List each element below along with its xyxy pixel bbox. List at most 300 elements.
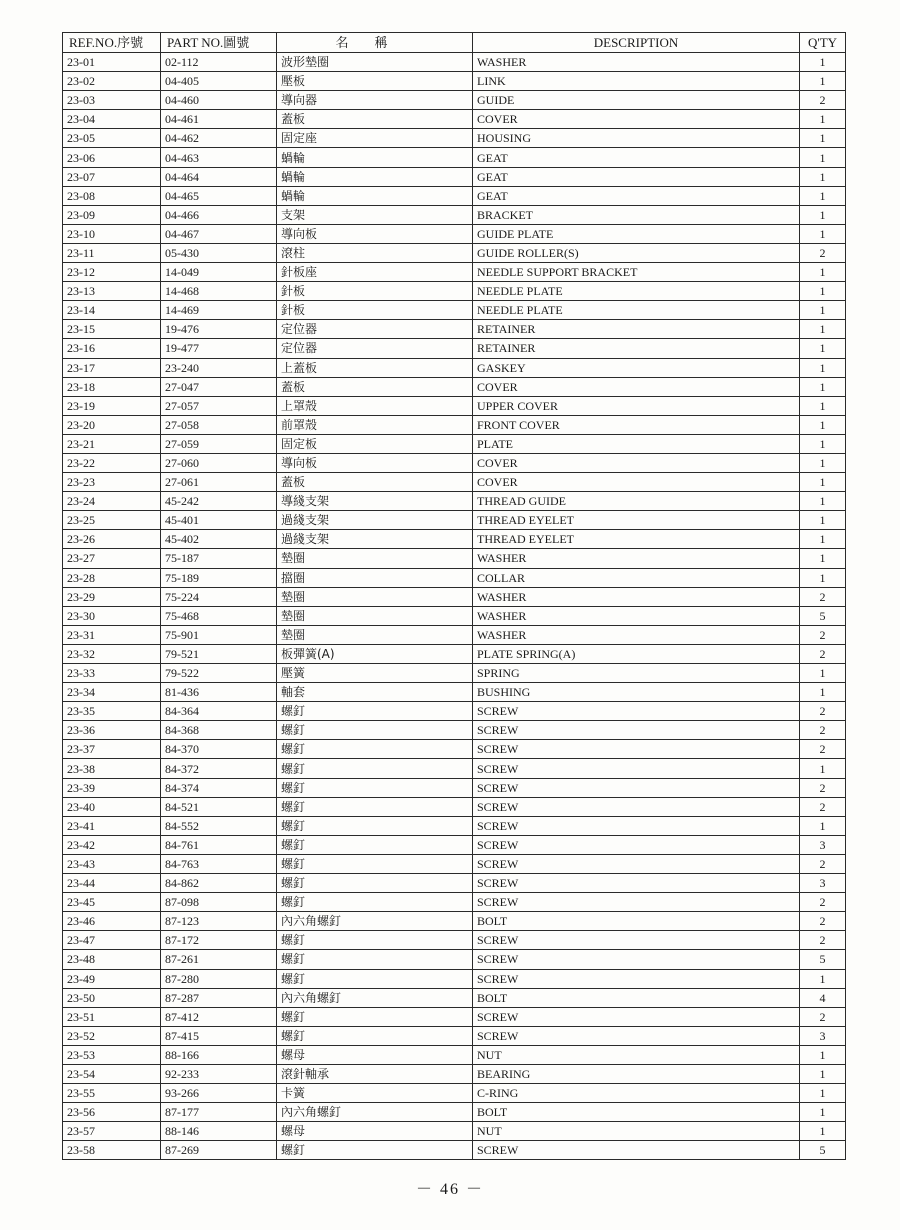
part-no-cell: 79-522 [161,664,277,683]
description-cell: THREAD GUIDE [473,492,800,511]
table-row [63,644,846,663]
qty-cell: 1 [800,511,846,530]
ref-no-cell: 23-24 [63,492,161,511]
table-row [63,912,846,931]
qty-cell: 1 [800,339,846,358]
table-row [63,186,846,205]
name-cell: 蝸輪 [277,167,473,186]
table-row [63,1122,846,1141]
ref-no-cell: 23-10 [63,224,161,243]
description-cell: COVER [473,453,800,472]
part-no-cell: 84-374 [161,778,277,797]
part-no-cell: 75-468 [161,606,277,625]
ref-no-cell: 23-39 [63,778,161,797]
ref-no-cell: 23-40 [63,797,161,816]
ref-no-cell: 23-23 [63,473,161,492]
ref-no-cell: 23-16 [63,339,161,358]
table-row [63,110,846,129]
qty-cell: 2 [800,587,846,606]
table-row [63,339,846,358]
ref-no-cell: 23-27 [63,549,161,568]
ref-no-cell: 23-21 [63,434,161,453]
name-cell: 支架 [277,205,473,224]
qty-cell: 1 [800,320,846,339]
table-row [63,1141,846,1160]
name-cell: 內六角螺釘 [277,988,473,1007]
part-no-cell: 93-266 [161,1084,277,1103]
table-row [63,167,846,186]
qty-cell: 2 [800,778,846,797]
ref-no-cell: 23-48 [63,950,161,969]
part-no-cell: 04-467 [161,224,277,243]
ref-no-cell: 23-19 [63,396,161,415]
qty-cell: 1 [800,53,846,72]
table-row [63,377,846,396]
name-cell: 滾柱 [277,243,473,262]
description-cell: SCREW [473,1007,800,1026]
name-cell: 軸套 [277,683,473,702]
part-no-cell: 75-901 [161,625,277,644]
table-header-row [63,33,846,53]
name-cell: 螺釘 [277,1026,473,1045]
name-cell: 螺釘 [277,740,473,759]
name-cell: 前罩殼 [277,415,473,434]
part-no-cell: 45-402 [161,530,277,549]
description-cell: GEAT [473,186,800,205]
part-no-cell: 05-430 [161,243,277,262]
part-no-cell: 04-466 [161,205,277,224]
description-cell: SCREW [473,854,800,873]
description-cell: SCREW [473,740,800,759]
qty-cell: 1 [800,282,846,301]
description-cell: NUT [473,1122,800,1141]
part-no-cell: 87-415 [161,1026,277,1045]
description-cell: PLATE SPRING(A) [473,644,800,663]
ref-no-cell: 23-06 [63,148,161,167]
name-cell: 螺釘 [277,778,473,797]
part-no-cell: 84-862 [161,874,277,893]
table-row [63,301,846,320]
qty-cell: 1 [800,301,846,320]
name-cell: 內六角螺釘 [277,1103,473,1122]
name-cell: 螺釘 [277,854,473,873]
part-no-cell: 79-521 [161,644,277,663]
description-cell: GUIDE ROLLER(S) [473,243,800,262]
description-cell: BUSHING [473,683,800,702]
ref-no-cell: 23-56 [63,1103,161,1122]
table-row [63,415,846,434]
table-row [63,282,846,301]
qty-cell: 1 [800,1122,846,1141]
part-no-cell: 04-405 [161,72,277,91]
parts-table-body [63,53,846,1160]
qty-cell: 3 [800,835,846,854]
qty-cell: 1 [800,816,846,835]
description-cell: WASHER [473,606,800,625]
ref-no-cell: 23-29 [63,587,161,606]
table-row [63,53,846,72]
name-cell: 卡簧 [277,1084,473,1103]
description-cell: SCREW [473,950,800,969]
description-cell: NEEDLE SUPPORT BRACKET [473,263,800,282]
qty-cell: 1 [800,1064,846,1083]
description-cell: BOLT [473,912,800,931]
name-cell: 螺母 [277,1122,473,1141]
name-cell: 針板 [277,301,473,320]
part-no-cell: 04-462 [161,129,277,148]
description-cell: NEEDLE PLATE [473,301,800,320]
table-row [63,1064,846,1083]
ref-no-cell: 23-51 [63,1007,161,1026]
name-cell: 內六角螺釘 [277,912,473,931]
name-cell: 波形墊圈 [277,53,473,72]
description-cell: GEAT [473,167,800,186]
header-name: 名稱 [277,33,473,53]
page-number: － 46 － [415,1181,484,1198]
ref-no-cell: 23-31 [63,625,161,644]
part-no-cell: 23-240 [161,358,277,377]
table-row [63,835,846,854]
qty-cell: 2 [800,1007,846,1026]
description-cell: GASKEY [473,358,800,377]
part-no-cell: 27-059 [161,434,277,453]
part-no-cell: 14-468 [161,282,277,301]
part-no-cell: 84-368 [161,721,277,740]
part-no-cell: 81-436 [161,683,277,702]
table-row [63,263,846,282]
ref-no-cell: 23-41 [63,816,161,835]
table-row [63,568,846,587]
description-cell: RETAINER [473,320,800,339]
qty-cell: 1 [800,434,846,453]
description-cell: COVER [473,110,800,129]
qty-cell: 1 [800,1084,846,1103]
part-no-cell: 27-058 [161,415,277,434]
table-row [63,148,846,167]
qty-cell: 1 [800,129,846,148]
table-row [63,931,846,950]
qty-cell: 2 [800,931,846,950]
table-row [63,816,846,835]
ref-no-cell: 23-44 [63,874,161,893]
table-row [63,778,846,797]
name-cell: 蓋板 [277,377,473,396]
qty-cell: 1 [800,492,846,511]
part-no-cell: 87-261 [161,950,277,969]
description-cell: SCREW [473,721,800,740]
part-no-cell: 92-233 [161,1064,277,1083]
ref-no-cell: 23-20 [63,415,161,434]
description-cell: PLATE [473,434,800,453]
qty-cell: 2 [800,91,846,110]
part-no-cell: 87-287 [161,988,277,1007]
description-cell: WASHER [473,549,800,568]
description-cell: BOLT [473,988,800,1007]
name-cell: 固定板 [277,434,473,453]
part-no-cell: 84-763 [161,854,277,873]
name-cell: 導綫支架 [277,492,473,511]
description-cell: SCREW [473,835,800,854]
table-row [63,606,846,625]
part-no-cell: 84-761 [161,835,277,854]
part-no-cell: 88-146 [161,1122,277,1141]
description-cell: WASHER [473,625,800,644]
name-cell: 螺釘 [277,759,473,778]
qty-cell: 1 [800,263,846,282]
qty-cell: 2 [800,625,846,644]
table-row [63,1026,846,1045]
qty-cell: 1 [800,396,846,415]
ref-no-cell: 23-07 [63,167,161,186]
table-row [63,797,846,816]
ref-no-cell: 23-18 [63,377,161,396]
description-cell: WASHER [473,587,800,606]
description-cell: BEARING [473,1064,800,1083]
part-no-cell: 87-172 [161,931,277,950]
part-no-cell: 45-242 [161,492,277,511]
ref-no-cell: 23-08 [63,186,161,205]
qty-cell: 5 [800,1141,846,1160]
part-no-cell: 45-401 [161,511,277,530]
qty-cell: 5 [800,606,846,625]
qty-cell: 1 [800,110,846,129]
qty-cell: 1 [800,453,846,472]
part-no-cell: 14-469 [161,301,277,320]
description-cell: SCREW [473,969,800,988]
description-cell: COVER [473,377,800,396]
part-no-cell: 19-476 [161,320,277,339]
part-no-cell: 75-187 [161,549,277,568]
description-cell: BOLT [473,1103,800,1122]
description-cell: RETAINER [473,339,800,358]
part-no-cell: 84-370 [161,740,277,759]
ref-no-cell: 23-09 [63,205,161,224]
description-cell: GEAT [473,148,800,167]
ref-no-cell: 23-25 [63,511,161,530]
qty-cell: 1 [800,969,846,988]
table-row [63,702,846,721]
ref-no-cell: 23-50 [63,988,161,1007]
name-cell: 定位器 [277,320,473,339]
part-no-cell: 84-372 [161,759,277,778]
table-row [63,453,846,472]
table-row [63,358,846,377]
table-row [63,549,846,568]
name-cell: 螺釘 [277,702,473,721]
name-cell: 過綫支架 [277,530,473,549]
qty-cell: 1 [800,1045,846,1064]
qty-cell: 2 [800,644,846,663]
qty-cell: 2 [800,721,846,740]
qty-cell: 1 [800,530,846,549]
table-row [63,950,846,969]
ref-no-cell: 23-17 [63,358,161,377]
description-cell: GUIDE PLATE [473,224,800,243]
ref-no-cell: 23-04 [63,110,161,129]
description-cell: SCREW [473,778,800,797]
ref-no-cell: 23-52 [63,1026,161,1045]
qty-cell: 2 [800,702,846,721]
qty-cell: 3 [800,874,846,893]
table-row [63,969,846,988]
part-no-cell: 04-464 [161,167,277,186]
part-no-cell: 04-463 [161,148,277,167]
qty-cell: 1 [800,664,846,683]
part-no-cell: 04-460 [161,91,277,110]
ref-no-cell: 23-13 [63,282,161,301]
description-cell: SCREW [473,797,800,816]
description-cell: COVER [473,473,800,492]
ref-no-cell: 23-30 [63,606,161,625]
ref-no-cell: 23-32 [63,644,161,663]
part-no-cell: 87-412 [161,1007,277,1026]
description-cell: HOUSING [473,129,800,148]
description-cell: THREAD EYELET [473,511,800,530]
part-no-cell: 84-521 [161,797,277,816]
description-cell: SCREW [473,931,800,950]
description-cell: UPPER COVER [473,396,800,415]
table-row [63,434,846,453]
ref-no-cell: 23-28 [63,568,161,587]
name-cell: 壓板 [277,72,473,91]
description-cell: SCREW [473,759,800,778]
table-row [63,224,846,243]
description-cell: SCREW [473,893,800,912]
description-cell: SCREW [473,1141,800,1160]
name-cell: 上蓋板 [277,358,473,377]
qty-cell: 1 [800,377,846,396]
ref-no-cell: 23-26 [63,530,161,549]
part-no-cell: 04-465 [161,186,277,205]
part-no-cell: 87-177 [161,1103,277,1122]
description-cell: BRACKET [473,205,800,224]
qty-cell: 1 [800,167,846,186]
qty-cell: 1 [800,1103,846,1122]
part-no-cell: 27-060 [161,453,277,472]
ref-no-cell: 23-46 [63,912,161,931]
qty-cell: 3 [800,1026,846,1045]
part-no-cell: 84-552 [161,816,277,835]
ref-no-cell: 23-12 [63,263,161,282]
header-part-no: PART NO.圖號 [161,33,277,53]
name-cell: 上罩殼 [277,396,473,415]
table-row [63,473,846,492]
part-no-cell: 02-112 [161,53,277,72]
part-no-cell: 84-364 [161,702,277,721]
ref-no-cell: 23-33 [63,664,161,683]
header-description: DESCRIPTION [473,33,800,53]
table-row [63,988,846,1007]
table-row [63,1045,846,1064]
name-cell: 螺釘 [277,893,473,912]
qty-cell: 1 [800,72,846,91]
name-cell: 壓簧 [277,664,473,683]
ref-no-cell: 23-47 [63,931,161,950]
ref-no-cell: 23-42 [63,835,161,854]
header-ref-no: REF.NO.序號 [63,33,161,53]
description-cell: SCREW [473,874,800,893]
qty-cell: 1 [800,568,846,587]
table-row [63,740,846,759]
ref-no-cell: 23-57 [63,1122,161,1141]
name-cell: 螺釘 [277,721,473,740]
ref-no-cell: 23-22 [63,453,161,472]
table-row [63,91,846,110]
qty-cell: 2 [800,854,846,873]
name-cell: 螺釘 [277,874,473,893]
description-cell: WASHER [473,53,800,72]
name-cell: 定位器 [277,339,473,358]
name-cell: 導向板 [277,224,473,243]
description-cell: COLLAR [473,568,800,587]
ref-no-cell: 23-15 [63,320,161,339]
table-row [63,243,846,262]
name-cell: 墊圈 [277,587,473,606]
ref-no-cell: 23-36 [63,721,161,740]
name-cell: 螺釘 [277,969,473,988]
ref-no-cell: 23-03 [63,91,161,110]
name-cell: 擋圈 [277,568,473,587]
table-row [63,721,846,740]
table-row [63,1007,846,1026]
qty-cell: 2 [800,797,846,816]
qty-cell: 1 [800,148,846,167]
name-cell: 螺釘 [277,1141,473,1160]
name-cell: 螺釘 [277,931,473,950]
ref-no-cell: 23-01 [63,53,161,72]
ref-no-cell: 23-55 [63,1084,161,1103]
name-cell: 螺母 [277,1045,473,1064]
description-cell: NUT [473,1045,800,1064]
table-row [63,854,846,873]
table-row [63,625,846,644]
table-row [63,759,846,778]
qty-cell: 1 [800,549,846,568]
description-cell: C-RING [473,1084,800,1103]
part-no-cell: 27-061 [161,473,277,492]
name-cell: 針板 [277,282,473,301]
qty-cell: 1 [800,224,846,243]
qty-cell: 1 [800,205,846,224]
table-row [63,72,846,91]
part-no-cell: 87-098 [161,893,277,912]
name-cell: 螺釘 [277,797,473,816]
ref-no-cell: 23-34 [63,683,161,702]
description-cell: GUIDE [473,91,800,110]
name-cell: 螺釘 [277,1007,473,1026]
qty-cell: 1 [800,683,846,702]
name-cell: 螺釘 [277,950,473,969]
part-no-cell: 14-049 [161,263,277,282]
name-cell: 蝸輪 [277,186,473,205]
qty-cell: 1 [800,358,846,377]
header-qty: Q'TY [800,33,846,53]
ref-no-cell: 23-11 [63,243,161,262]
ref-no-cell: 23-53 [63,1045,161,1064]
table-row [63,893,846,912]
name-cell: 蝸輪 [277,148,473,167]
name-cell: 導向器 [277,91,473,110]
part-no-cell: 87-123 [161,912,277,931]
ref-no-cell: 23-35 [63,702,161,721]
ref-no-cell: 23-37 [63,740,161,759]
part-no-cell: 19-477 [161,339,277,358]
table-row [63,530,846,549]
table-row [63,1103,846,1122]
part-no-cell: 75-189 [161,568,277,587]
qty-cell: 2 [800,243,846,262]
parts-list-table [62,32,846,1160]
